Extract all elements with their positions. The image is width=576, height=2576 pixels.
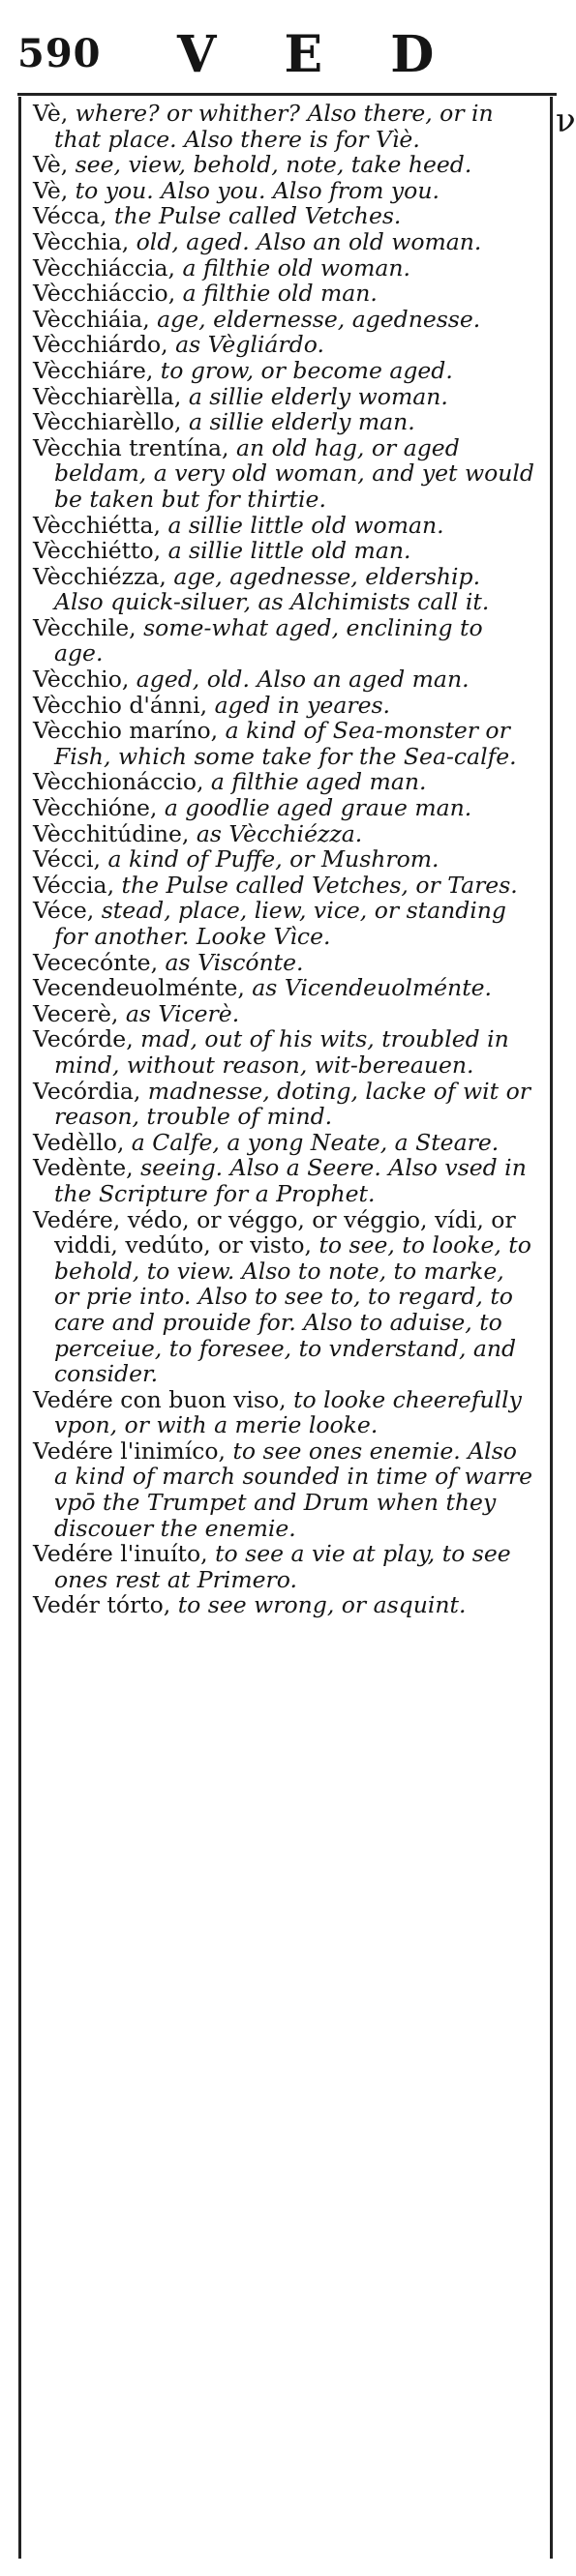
entry-headword: Vècchiáia,: [33, 305, 150, 333]
dictionary-entry: [33, 1592, 534, 1618]
entry-definition: a filthie old man.: [175, 280, 378, 308]
entry-headword: Vè,: [33, 176, 69, 204]
dictionary-entry: [33, 1001, 534, 1027]
entry-headword: Vècchiétta,: [33, 511, 161, 539]
entry-definition: as Vècchiézza.: [189, 819, 363, 847]
dictionary-entry: [33, 1387, 534, 1438]
dictionary-entry: [33, 152, 534, 178]
entry-definition: the Pulse called Vetches, or Tares.: [114, 871, 518, 899]
dictionary-entry: [33, 384, 534, 410]
dictionary-entry: [33, 409, 534, 435]
dictionary-entry: [33, 769, 534, 795]
dictionary-entry: [33, 898, 534, 949]
entry-headword: Vècchiáccia,: [33, 253, 176, 281]
entry-definition: a filthie aged man.: [203, 768, 427, 796]
entry-headword: Vécci,: [33, 845, 102, 873]
entry-definition: a sillie elderly woman.: [181, 382, 448, 410]
dictionary-entry: [33, 564, 534, 615]
dictionary-entry: [33, 821, 534, 847]
dictionary-entry: [33, 1541, 534, 1592]
entry-headword: Vècchio d'ánni,: [33, 691, 208, 719]
entry-headword: Vècchionáccio,: [33, 768, 204, 796]
dictionary-entry: [33, 203, 534, 229]
entry-definition: to grow, or become aged.: [153, 356, 453, 384]
entry-definition: to see a vie at play, to see ones rest at Primero.: [54, 1540, 511, 1593]
next-column-edge-mark: ν: [556, 102, 576, 140]
entry-headword: Vedér tórto,: [33, 1591, 171, 1619]
entry-headword: Vedére l'inuíto,: [33, 1540, 208, 1568]
entry-definition: see, view, behold, note, take heed.: [68, 151, 472, 179]
top-rule: [17, 93, 557, 96]
entry-definition: aged, old. Also an aged man.: [129, 666, 470, 694]
entry-headword: Vedènte,: [33, 1154, 134, 1182]
dictionary-entry: [33, 615, 534, 666]
entry-definition: a goodlie aged graue man.: [157, 794, 472, 822]
dictionary-entry: [33, 229, 534, 255]
entry-headword: Vècchiáccio,: [33, 280, 176, 308]
entry-definition: the Pulse called Vetches.: [106, 202, 402, 230]
dictionary-entry: [33, 1130, 534, 1156]
entry-definition: old, aged. Also an old woman.: [129, 227, 482, 255]
dictionary-entry: [33, 513, 534, 539]
dictionary-entry: [33, 666, 534, 693]
entry-headword: Vè,: [33, 151, 69, 179]
entry-headword: Vècchitúdine,: [33, 819, 190, 847]
dictionary-entry: [33, 975, 534, 1001]
dictionary-entry: [33, 693, 534, 719]
entry-definition: to see wrong, or asquint.: [170, 1591, 467, 1619]
dictionary-entry: [33, 1207, 534, 1387]
dictionary-entry: [33, 873, 534, 899]
entry-definition: an old hag, or aged beldam, a very old woman, and yet would be taken but for thirtie.: [54, 433, 534, 513]
entry-definition: a kind of Sea-monster or Fish, which some take for the Sea-calfe.: [54, 717, 517, 770]
entry-definition: where? or whither? Also there, or in that place. Also there is for Vìè.: [54, 100, 494, 153]
entry-definition: as Viscónte.: [158, 948, 304, 976]
entry-headword: Vedèllo,: [33, 1128, 125, 1156]
dictionary-entry: [33, 950, 534, 976]
dictionary-entry: [33, 795, 534, 821]
entry-definition: age, agednesse, eldership. Also quick-siluer, as Alchimists call it.: [54, 562, 490, 616]
entry-headword: Vè,: [33, 100, 69, 127]
entry-headword: Vècchiárdo,: [33, 331, 168, 359]
entry-headword: Vècchiáre,: [33, 356, 154, 384]
entry-headword: Vècchiarèllo,: [33, 408, 182, 436]
entry-headword: Vedére, védo, or véggo, or véggio, vídi, or viddi, vedúto, or visto,: [33, 1205, 516, 1259]
dictionary-entry: [33, 178, 534, 204]
entry-definition: to looke cheerefully vpon, or with a merie looke.: [54, 1385, 522, 1439]
entry-definition: a sillie elderly man.: [181, 408, 415, 436]
entry-headword: Vecendeuolménte,: [33, 974, 245, 1002]
entry-definition: to see, to looke, to behold, to view. Also to note, to marke, or prie into. Also to see to, to regard, to care and prouide for. Also to aduise, to perceiue, to foresee, to vnderstand, and consider.: [54, 1231, 531, 1388]
page-number: 590: [17, 31, 102, 76]
entry-headword: Vècchiétto,: [33, 537, 162, 565]
entry-headword: Véce,: [33, 897, 95, 925]
right-column-rule: [550, 97, 553, 2559]
dictionary-entry: [33, 332, 534, 358]
entry-headword: Vècchia trentína,: [33, 433, 229, 461]
entry-definition: some-what aged, enclining to age.: [54, 613, 483, 667]
entry-headword: Vecerè,: [33, 999, 119, 1027]
entry-definition: a kind of Puffe, or Mushrom.: [101, 845, 440, 873]
dictionary-entry: [33, 435, 534, 513]
entry-list: [33, 101, 534, 1618]
dictionary-entry: [33, 255, 534, 281]
dictionary-entry: [33, 1079, 534, 1130]
entry-headword: Vècchio maríno,: [33, 717, 219, 745]
dictionary-entry: [33, 307, 534, 333]
entry-headword: Vècchiézza,: [33, 562, 167, 590]
dictionary-entry: [33, 846, 534, 873]
entry-definition: as Vicerè.: [118, 999, 240, 1027]
dictionary-entry: [33, 101, 534, 152]
dictionary-entry: [33, 1438, 534, 1541]
entry-definition: a sillie little old man.: [161, 537, 411, 565]
entry-definition: as Vicendeuolménte.: [244, 974, 493, 1002]
entry-headword: Vecórde,: [33, 1025, 134, 1053]
page-header: [17, 19, 550, 84]
entry-definition: a filthie old woman.: [175, 253, 410, 281]
entry-definition: seeing. Also a Seere. Also vsed in the Scripture for a Prophet.: [54, 1154, 527, 1207]
entry-headword: Vedére con buon viso,: [33, 1385, 287, 1413]
running-head: V E D: [177, 25, 460, 84]
entry-definition: madnesse, doting, lacke of wit or reason, trouble of mind.: [54, 1077, 531, 1131]
dictionary-entry: [33, 718, 534, 769]
entry-headword: Vècchióne,: [33, 794, 158, 822]
entry-definition: to see ones enemie. Also a kind of march sounded in time of warre vpō the Trumpet and Drum when they discouer the enemie.: [54, 1436, 532, 1542]
entry-definition: to you. Also you. Also from you.: [68, 176, 440, 204]
dictionary-entry: [33, 358, 534, 384]
entry-headword: Vècchile,: [33, 613, 136, 641]
dictionary-entry: [33, 538, 534, 564]
entry-headword: Vedére l'inimíco,: [33, 1436, 227, 1465]
entry-headword: Vecórdia,: [33, 1077, 141, 1105]
entry-definition: a Calfe, a yong Neate, a Steare.: [124, 1128, 500, 1156]
dictionary-entry: [33, 281, 534, 307]
entry-headword: Véccia,: [33, 871, 115, 899]
dictionary-entry: [33, 1155, 534, 1206]
entry-headword: Vècchio,: [33, 666, 130, 694]
entry-headword: Vececónte,: [33, 948, 159, 976]
entry-definition: as Vègliárdo.: [167, 331, 324, 359]
entry-headword: Vècchia,: [33, 227, 130, 255]
dictionary-entry: [33, 1026, 534, 1078]
entry-definition: a sillie little old woman.: [160, 511, 444, 539]
entry-definition: mad, out of his wits, troubled in mind, without reason, wit-bereauen.: [54, 1025, 509, 1079]
entry-headword: Vècchiarèlla,: [33, 382, 182, 410]
entry-definition: age, eldernesse, agednesse.: [149, 305, 481, 333]
entry-definition: stead, place, liew, vice, or standing for another. Looke Vìce.: [54, 897, 506, 950]
entry-headword: Vécca,: [33, 202, 107, 230]
entry-definition: aged in yeares.: [207, 691, 391, 719]
left-column-rule: [18, 97, 21, 2559]
